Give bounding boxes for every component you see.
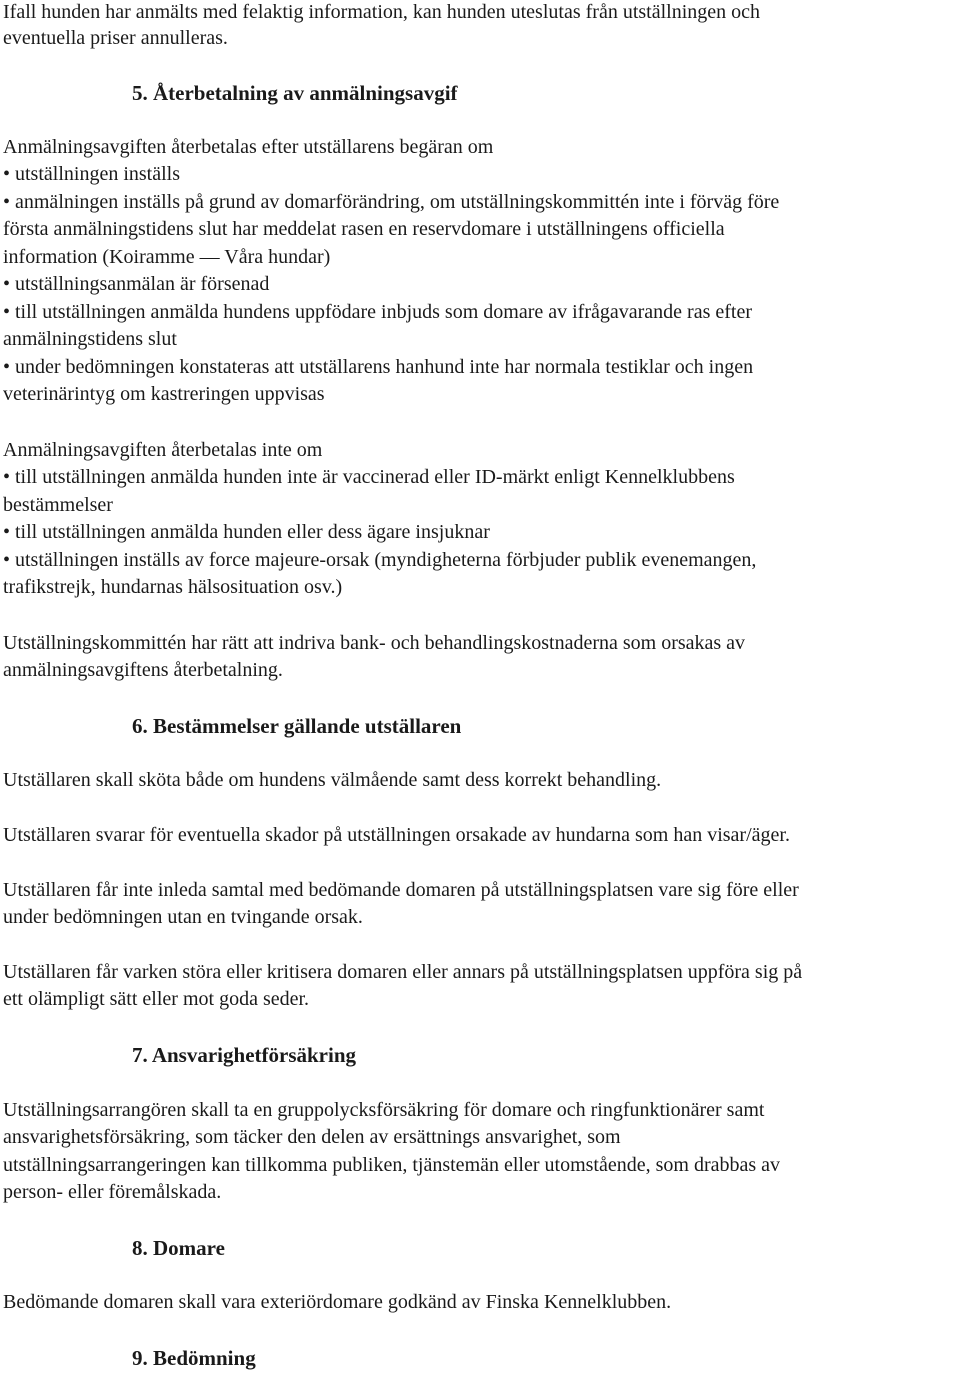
refund-item: information (Koiramme — Våra hundar) xyxy=(3,246,331,268)
section-6-paragraph-4-line-1: Utställaren får varken störa eller kritisera domaren eller annars på utställningsplatsen uppföra sig på xyxy=(3,961,803,983)
section-7-line: ansvarighetsförsäkring, som täcker den delen av ersättnings ansvarighet, som xyxy=(3,1126,621,1148)
section-6-paragraph-4-line-2: ett olämpligt sätt eller mot goda seder. xyxy=(3,988,310,1010)
refund-item: • anmälningen inställs på grund av domarförändring, om utställningskommittén inte i förväg före xyxy=(3,191,780,213)
refund-item: • utställningsanmälan är försenad xyxy=(3,273,270,295)
section-5-heading: 5. Återbetalning av anmälningsavgif xyxy=(132,81,458,105)
section-9-heading: 9. Bedömning xyxy=(132,1346,256,1370)
no-refund-item: trafikstrejk, hundarnas hälsosituation osv.) xyxy=(3,576,343,598)
section-6-paragraph-3-line-1: Utställaren får inte inleda samtal med bedömande domaren på utställningsplatsen vare sig före eller xyxy=(3,879,799,901)
refund-item: • till utställningen anmälda hundens uppfödare inbjuds som domare av ifrågavarande ras efter xyxy=(3,301,752,323)
section-7-line: Utställningsarrangören skall ta en gruppolycksförsäkring för domare och ringfunktionärer samt xyxy=(3,1099,765,1121)
intro-text-line-1: Ifall hunden har anmälts med felaktig information, kan hunden uteslutas från utställningen och xyxy=(3,1,761,23)
refund-item: • utställningen inställs xyxy=(3,163,180,185)
refund-item: • under bedömningen konstateras att utställarens hanhund inte har normala testiklar och ingen xyxy=(3,356,754,378)
section-6-paragraph-2: Utställaren svarar för eventuella skador på utställningen orsakade av hundarna som han visar/äger. xyxy=(3,824,790,846)
no-refund-intro: Anmälningsavgiften återbetalas inte om xyxy=(3,439,323,461)
section-7-heading: 7. Ansvarighetförsäkring xyxy=(132,1043,357,1067)
costs-paragraph-line-1: Utställningskommittén har rätt att indriva bank- och behandlingskostnaderna som orsakas av xyxy=(3,632,746,654)
section-8-heading: 8. Domare xyxy=(132,1236,225,1260)
no-refund-item: • till utställningen anmälda hunden inte är vaccinerad eller ID-märkt enligt Kennelklubbens xyxy=(3,466,735,488)
no-refund-item: • utställningen inställs av force majeure-orsak (myndigheterna förbjuder publik evenemangen, xyxy=(3,549,757,571)
section-7-line: person- eller föremålskada. xyxy=(3,1181,222,1203)
section-6-paragraph-3-line-2: under bedömningen utan en tvingande orsak. xyxy=(3,906,363,928)
costs-paragraph-line-2: anmälningsavgiftens återbetalning. xyxy=(3,659,283,681)
section-7-line: utställningsarrangeringen kan tillkomma publiken, tjänstemän eller utomstående, som drabbas av xyxy=(3,1154,781,1176)
section-8-paragraph: Bedömande domaren skall vara exteriördomare godkänd av Finska Kennelklubben. xyxy=(3,1291,672,1313)
no-refund-item: • till utställningen anmälda hunden eller dess ägare insjuknar xyxy=(3,521,490,543)
section-6-heading: 6. Bestämmelser gällande utställaren xyxy=(132,714,462,738)
refund-item: första anmälningstidens slut har meddelat rasen en reservdomare i utställningens officiella xyxy=(3,218,725,240)
refund-item: veterinärintyg om kastreringen uppvisas xyxy=(3,383,325,405)
refund-item: anmälningstidens slut xyxy=(3,328,177,350)
no-refund-item: bestämmelser xyxy=(3,494,113,516)
intro-text-line-2: eventuella priser annulleras. xyxy=(3,27,228,49)
section-6-paragraph-1: Utställaren skall sköta både om hundens välmående samt dess korrekt behandling. xyxy=(3,769,662,791)
section-5-intro: Anmälningsavgiften återbetalas efter utställarens begäran om xyxy=(3,136,494,158)
